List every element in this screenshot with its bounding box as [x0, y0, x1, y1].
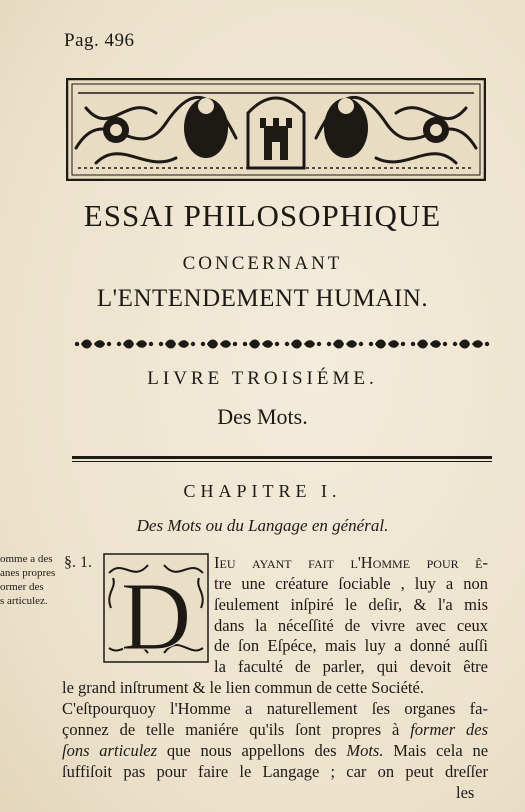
woodcut-headpiece-ornament — [66, 78, 486, 181]
marginal-note-line: anes propres — [0, 567, 56, 579]
marginal-note — [0, 552, 64, 608]
chapter-heading: CHAPITRE I. — [183, 481, 342, 501]
body-line: dans la néceſſité de vivre avec ceux — [214, 616, 488, 635]
body-line — [62, 741, 488, 761]
body-line: C'eſtpourquoy l'Homme a naturellement ſes organes fa- — [62, 699, 488, 718]
drop-initial-letter: D — [120, 563, 192, 663]
body-line: ſuffiſoit pas pour faire le Langage ; car on peut dreſſer — [62, 762, 488, 781]
page-number: Pag. 496 — [64, 30, 135, 51]
body-line: ſeulement inſpiré le deſir, & l'a mis — [214, 595, 488, 614]
body-text-italic: Mots. — [346, 741, 384, 760]
body-line — [62, 720, 488, 740]
body-line — [214, 553, 488, 573]
book-heading: LIVRE TROISIÉME. — [147, 368, 378, 389]
body-line: de ſon Eſpéce, mais luy a donné auſſi — [214, 636, 488, 655]
double-rule — [72, 456, 492, 463]
body-text-italic: former des — [410, 720, 488, 739]
catchword: les — [456, 783, 475, 802]
book-subtitle: Des Mots. — [217, 404, 308, 429]
body-text: que nous appellons des — [166, 741, 337, 760]
marginal-note-line: ormer des — [0, 581, 44, 593]
body-line-text: Ieu ayant fait l'Homme pour ê- — [214, 553, 488, 572]
body-text: Mais cela ne — [393, 741, 489, 760]
title-entendement-humain: L'ENTENDEMENT HUMAIN. — [96, 285, 429, 312]
drop-initial-d — [103, 553, 209, 663]
title-essai-philosophique: ESSAI PHILOSOPHIQUE — [83, 198, 442, 233]
body-text-italic: ſons articulez — [62, 741, 158, 760]
marginal-note-line: s articulez. — [0, 595, 48, 607]
body-line: la faculté de parler, qui devoit être — [214, 657, 488, 676]
body-text: çonnez de telle maniére qu'ils ſont propres à — [62, 720, 400, 739]
typographic-ornament-row — [72, 335, 492, 353]
body-line: tre une créature ſociable , luy a non — [214, 574, 488, 593]
chapter-title: Des Mots ou du Langage en général. — [136, 516, 389, 535]
section-mark: §. 1. — [64, 554, 92, 571]
marginal-note-line: omme a des — [0, 553, 53, 565]
body-line: le grand inſtrument & le lien commun de cette Société. — [62, 678, 424, 697]
title-concernant: CONCERNANT — [182, 253, 343, 274]
